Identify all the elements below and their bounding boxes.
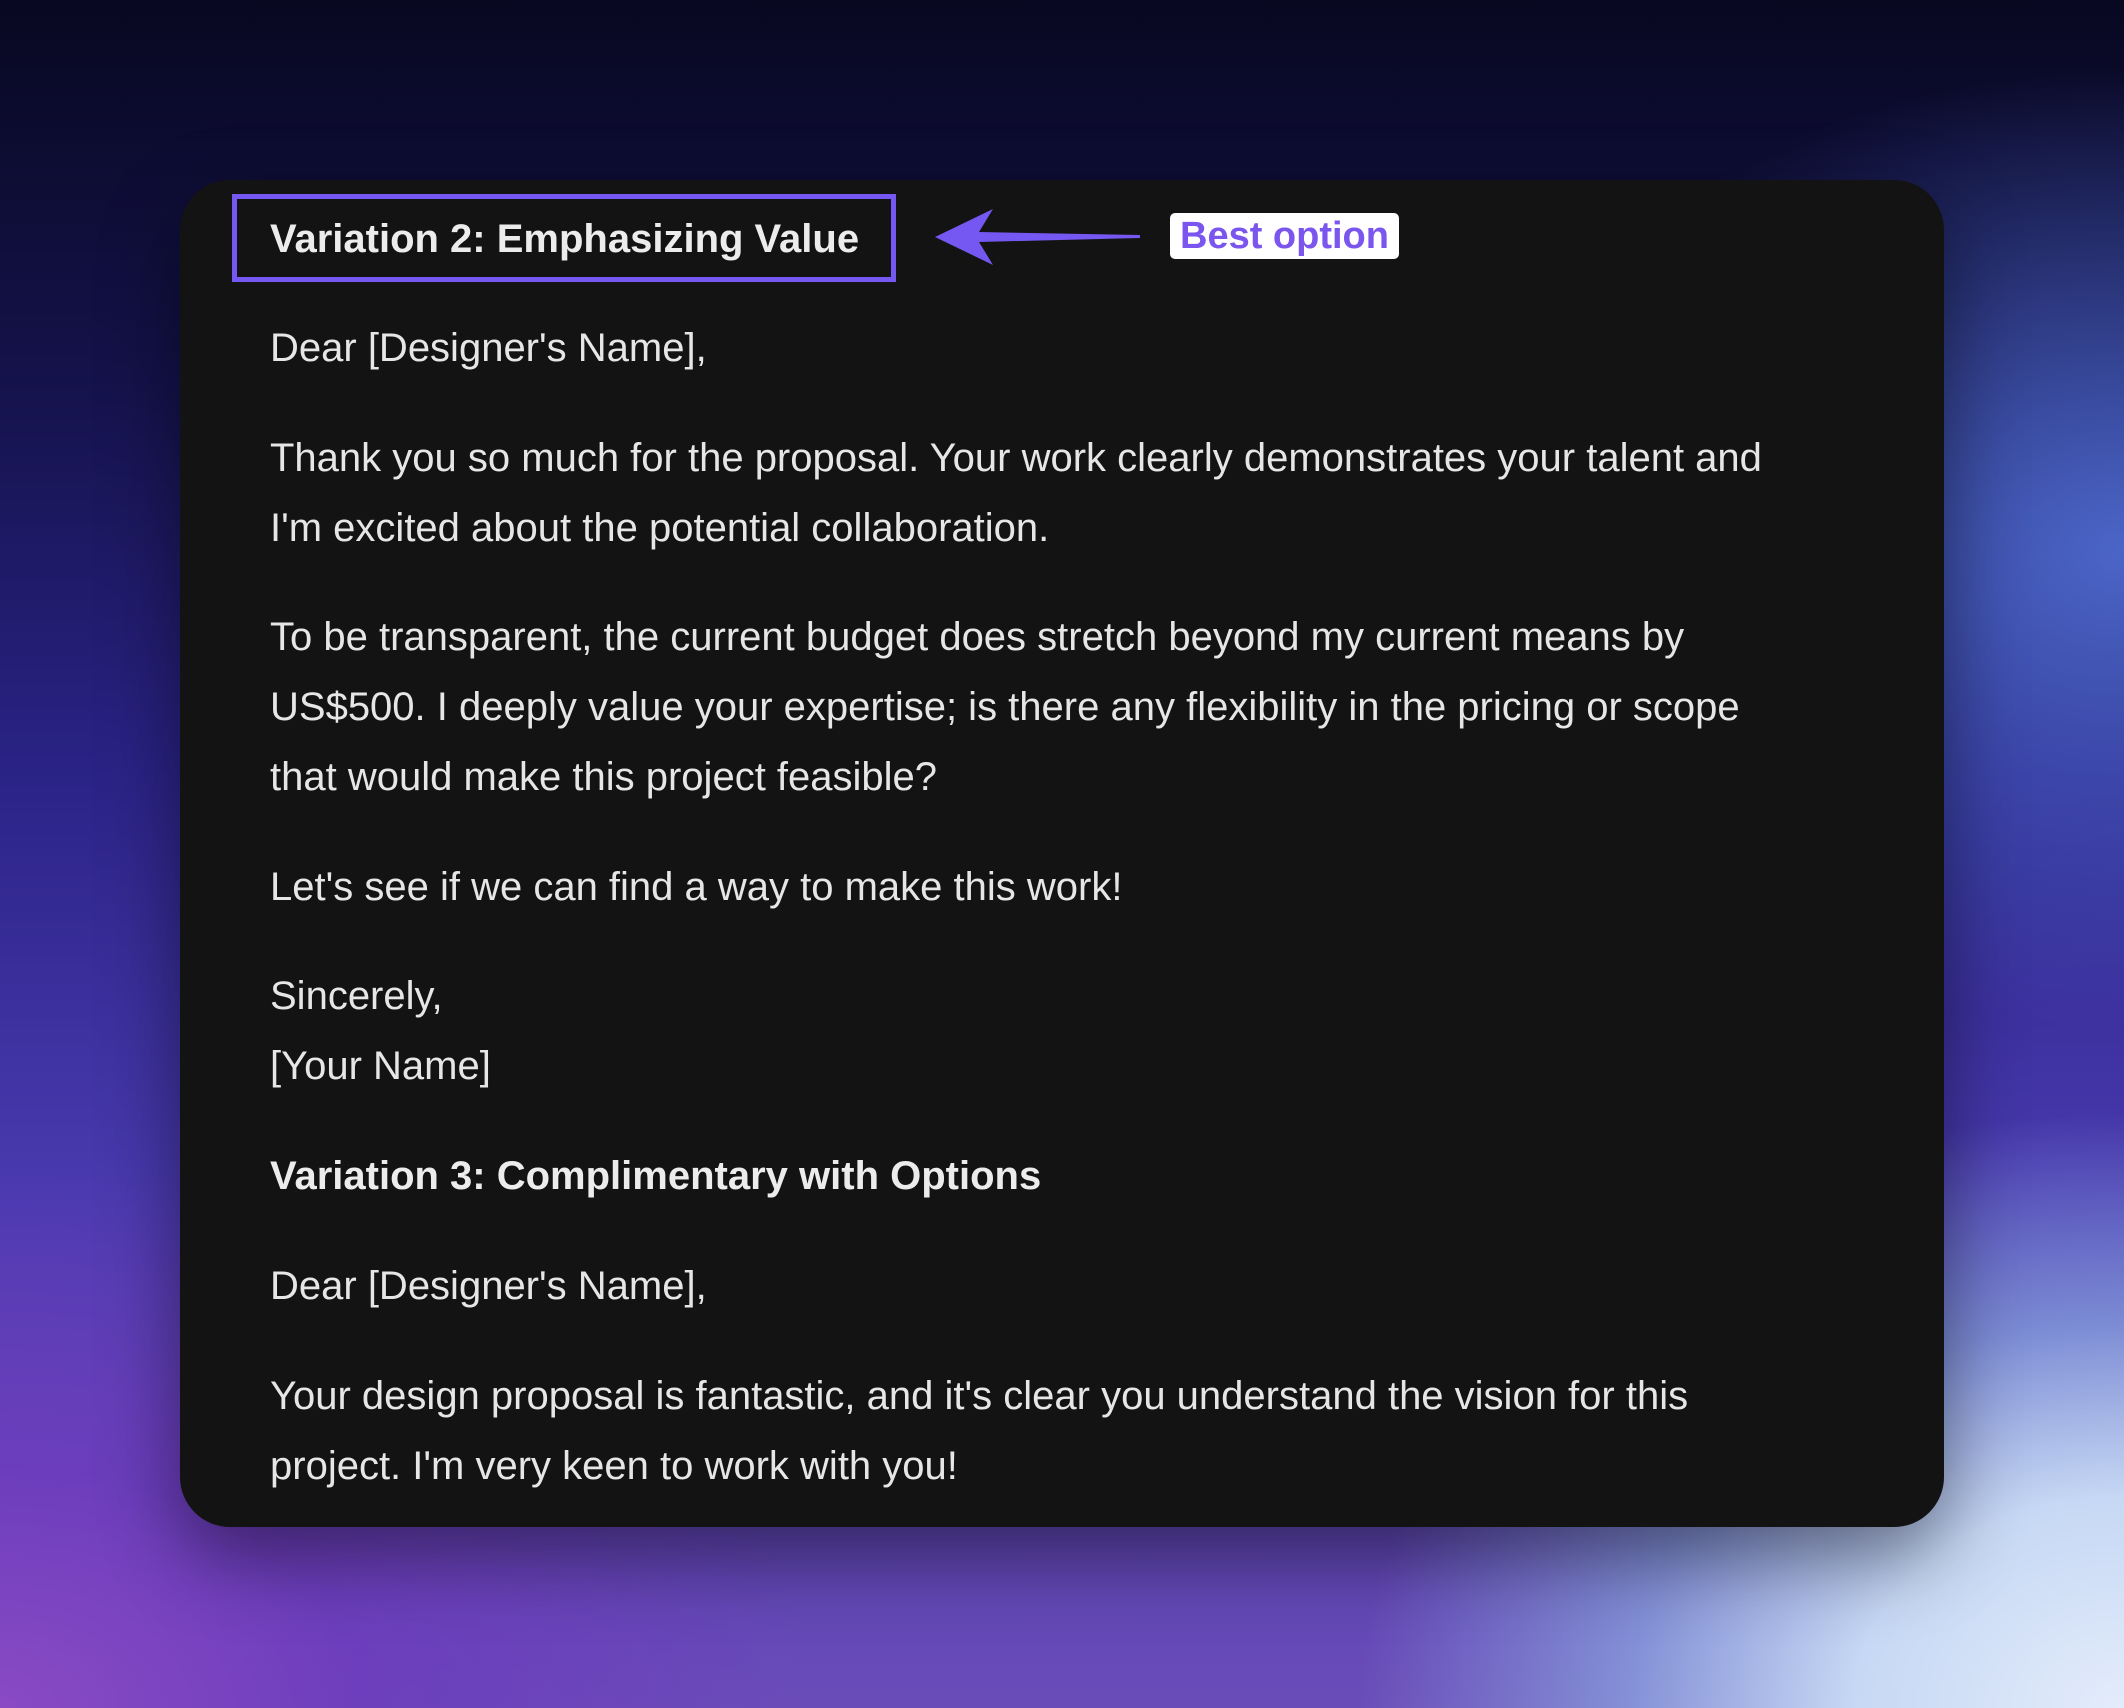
paragraph-line: that would make this project feasible?: [270, 755, 938, 799]
signature: [Your Name]: [270, 1044, 491, 1088]
paragraph-line: Thank you so much for the proposal. Your work clearly demonstrates your talent and: [270, 436, 1762, 480]
best-option-badge: Best option: [1170, 213, 1399, 259]
variation-3-heading: Variation 3: Complimentary with Options: [270, 1154, 1042, 1198]
paragraph-line: Your design proposal is fantastic, and it's clear you understand the vision for this: [270, 1374, 1689, 1418]
response-card: [180, 180, 1944, 1527]
arrow-left-icon: [935, 205, 1145, 265]
closing-line: Let's see if we can find a way to make this work!: [270, 865, 1123, 909]
greeting: Dear [Designer's Name],: [270, 326, 707, 370]
signoff: Sincerely,: [270, 974, 443, 1018]
greeting: Dear [Designer's Name],: [270, 1264, 707, 1308]
paragraph-line: project. I'm very keen to work with you!: [270, 1444, 958, 1488]
variation-2-heading: Variation 2: Emphasizing Value: [270, 217, 860, 261]
paragraph-line: To be transparent, the current budget does stretch beyond my current means by: [270, 615, 1685, 659]
paragraph-line: I'm excited about the potential collaboration.: [270, 506, 1050, 550]
paragraph-line: US$500. I deeply value your expertise; is there any flexibility in the pricing or scope: [270, 685, 1740, 729]
